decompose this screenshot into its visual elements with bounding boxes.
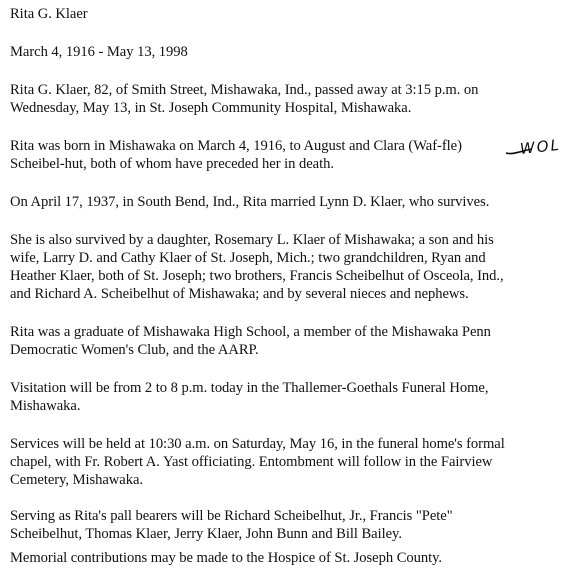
paragraph-6-line-2: Mishawaka. xyxy=(10,398,81,414)
paragraph-7-line-3: Cemetery, Mishawaka. xyxy=(10,472,144,488)
paragraph-2-line-1: Rita was born in Mishawaka on March 4, 1916, to August and Clara (Waf-fle) xyxy=(10,138,462,154)
paragraph-1-line-2: Wednesday, May 13, in St. Joseph Community Hospital, Mishawaka. xyxy=(10,100,412,116)
obituary-name: Rita G. Klaer xyxy=(10,6,88,22)
paragraph-4-line-4: and Richard A. Scheibelhut of Mishawaka; and by several nieces and nephews. xyxy=(10,286,469,302)
paragraph-4-line-2: wife, Larry D. and Cathy Klaer of St. Joseph, Mich.; two grandchildren, Ryan and xyxy=(10,250,486,266)
paragraph-1-line-1: Rita G. Klaer, 82, of Smith Street, Mishawaka, Ind., passed away at 3:15 p.m. on xyxy=(10,82,479,98)
paragraph-7-line-1: Services will be held at 10:30 a.m. on Saturday, May 16, in the funeral home's formal xyxy=(10,436,505,452)
obituary-dates: March 4, 1916 - May 13, 1998 xyxy=(10,44,188,60)
paragraph-9-line-1: Memorial contributions may be made to the Hospice of St. Joseph County. xyxy=(10,550,443,566)
paragraph-6-line-1: Visitation will be from 2 to 8 p.m. today in the Thallemer-Goethals Funeral Home, xyxy=(10,380,489,396)
paragraph-7-line-2: chapel, with Fr. Robert A. Yast officiating. Entombment will follow in the Fairview xyxy=(10,454,493,470)
paragraph-5-line-1: Rita was a graduate of Mishawaka High School, a member of the Mishawaka Penn xyxy=(10,324,491,340)
paragraph-4-line-3: Heather Klaer, both of St. Joseph; two brothers, Francis Scheibelhut of Osceola, Ind., xyxy=(10,268,504,284)
handwritten-annotation: WOL xyxy=(519,135,562,158)
handwritten-dash-mark xyxy=(505,146,535,158)
paragraph-8-line-2: Scheibelhut, Thomas Klaer, Jerry Klaer, John Bunn and Bill Bailey. xyxy=(10,526,402,542)
paragraph-5-line-2: Democratic Women's Club, and the AARP. xyxy=(10,342,259,358)
paragraph-8-line-1: Serving as Rita's pall bearers will be Richard Scheibelhut, Jr., Francis "Pete" xyxy=(10,508,453,524)
paragraph-2-line-2: Scheibel-hut, both of whom have preceded her in death. xyxy=(10,156,334,172)
paragraph-4-line-1: She is also survived by a daughter, Rosemary L. Klaer of Mishawaka; a son and his xyxy=(10,232,494,248)
paragraph-3-line-1: On April 17, 1937, in South Bend, Ind., Rita married Lynn D. Klaer, who survives. xyxy=(10,194,490,210)
